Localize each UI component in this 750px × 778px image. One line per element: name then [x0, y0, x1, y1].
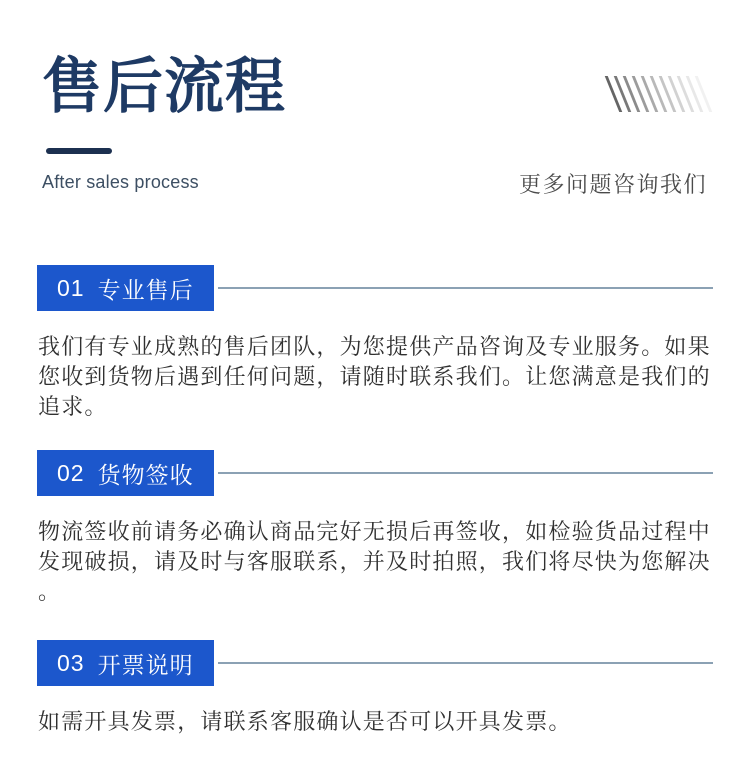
- step-badge: [37, 640, 214, 686]
- step-title: 专业售后: [97, 276, 194, 303]
- step-number: 03: [57, 649, 85, 676]
- step-number: 01: [57, 274, 85, 301]
- step-body-text: 物流签收前请务必确认商品完好无损后再签收，如检验货品过程中发现破损，请及时与客服联系，并及时拍照，我们将尽快为您解决。: [38, 519, 711, 604]
- title-underline: [46, 148, 112, 154]
- step-title: 开票说明: [97, 651, 194, 678]
- page-title: 售后流程: [42, 53, 286, 120]
- step-badge: [37, 450, 214, 496]
- section-invoice-notes: [37, 640, 713, 737]
- section-rule: [218, 287, 713, 289]
- section-professional-aftersales: [37, 265, 713, 422]
- section-rule: [218, 662, 713, 664]
- step-title: 货物签收: [97, 461, 194, 488]
- page-subtitle: After sales process: [42, 172, 199, 192]
- diagonal-stripes-icon: [612, 76, 705, 112]
- step-badge: [37, 265, 214, 311]
- step-body-text: 我们有专业成熟的售后团队，为您提供产品咨询及专业服务。如果您收到货物后遇到任何问题，请随时联系我们。让您满意是我们的追求。: [38, 334, 711, 419]
- section-rule: [218, 472, 713, 474]
- stripe: [605, 76, 623, 112]
- section-goods-receipt: [37, 450, 713, 607]
- step-body-text: 如需开具发票，请联系客服确认是否可以开具发票。: [38, 709, 572, 734]
- contact-hint: 更多问题咨询我们: [518, 172, 707, 197]
- step-number: 02: [57, 459, 85, 486]
